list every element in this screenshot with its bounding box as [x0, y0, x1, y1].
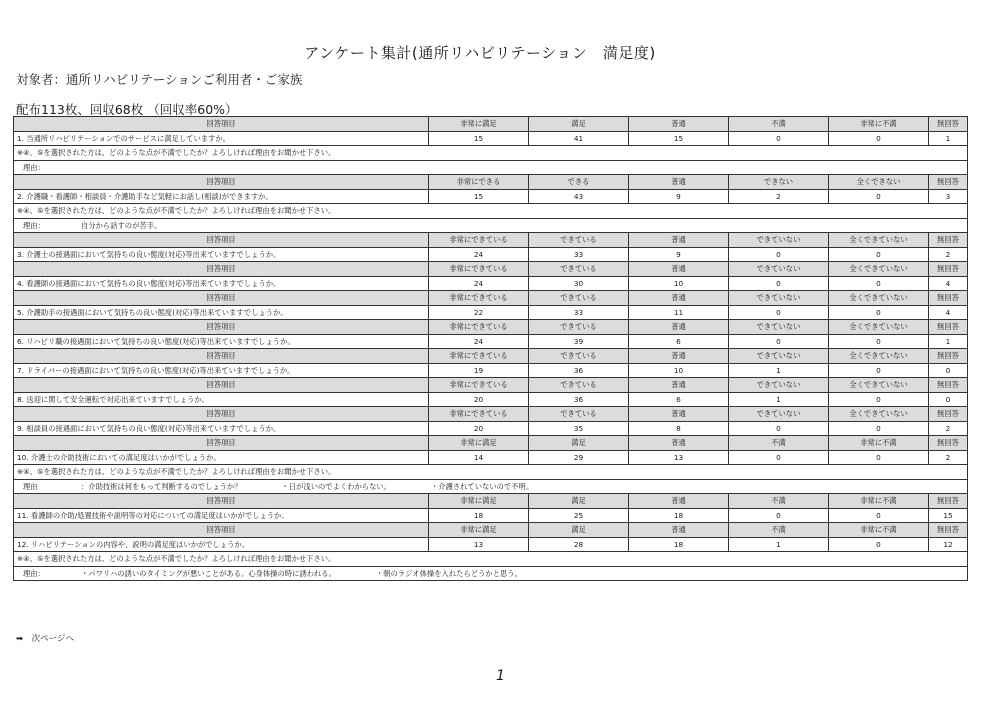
header-cell: 普通: [629, 117, 729, 132]
header-cell: できている: [529, 262, 629, 277]
reason-text: ・日が浅いのでよくわからない。: [281, 481, 391, 491]
answer-count: 15: [629, 131, 729, 146]
note-text: ※④、⑤を選択された方は、どのような点が不満でしたか？よろしければ理由をお聞かせ下さい。: [14, 204, 968, 219]
question-text: 2. 介護職・看護師・相談員・介護助手など気軽にお話し(相談)ができますか。: [14, 189, 429, 204]
header-cell: 全くできていない: [829, 378, 929, 393]
reason-label: 理由：: [23, 220, 45, 230]
answer-count: 13: [429, 537, 529, 552]
header-row: [14, 291, 968, 306]
reason-label: 理由：: [23, 568, 45, 578]
answer-count: 0: [729, 131, 829, 146]
answer-count: 41: [529, 131, 629, 146]
header-label: 回答項目: [14, 320, 429, 335]
answer-count: 9: [629, 247, 729, 262]
reason-label: 理由：: [23, 162, 45, 172]
header-label: 回答項目: [14, 494, 429, 509]
answer-count: 0: [829, 276, 929, 291]
reason-cell: [14, 218, 968, 233]
answer-count: 14: [429, 450, 529, 465]
header-row: [14, 175, 968, 190]
answer-count: 2: [729, 189, 829, 204]
reason-cell: [14, 566, 968, 581]
header-cell: 不満: [729, 117, 829, 132]
question-row: [14, 189, 968, 204]
header-cell: 不満: [729, 494, 829, 509]
header-cell: できる: [529, 175, 629, 190]
question-text: 11. 看護師の介助/処置技術や説明等の対応についての満足度はいかがでしょうか。: [14, 508, 429, 523]
header-cell: 普通: [629, 436, 729, 451]
header-cell: 普通: [629, 320, 729, 335]
answer-count: 0: [829, 305, 929, 320]
header-cell: 不満: [729, 523, 829, 538]
header-cell: 非常にできている: [429, 233, 529, 248]
answer-count: 0: [929, 392, 968, 407]
header-row: [14, 436, 968, 451]
header-cell: 満足: [529, 494, 629, 509]
answer-count: 20: [429, 392, 529, 407]
header-label: 回答項目: [14, 175, 429, 190]
header-cell: 非常に満足: [429, 523, 529, 538]
next-page-link: ➡ 次ページへ: [16, 634, 74, 644]
answer-count: 22: [429, 305, 529, 320]
question-row: [14, 363, 968, 378]
header-cell: 無回答: [929, 349, 968, 364]
header-cell: 無回答: [929, 117, 968, 132]
header-cell: 非常にできる: [429, 175, 529, 190]
header-cell: 全くできていない: [829, 233, 929, 248]
answer-count: 0: [829, 247, 929, 262]
reason-text: ・介護されていないので不明。: [430, 481, 534, 491]
header-cell: 全くできていない: [829, 407, 929, 422]
header-cell: 普通: [629, 494, 729, 509]
header-cell: できている: [529, 407, 629, 422]
question-text: 4. 看護師の接遇面において気持ちの良い態度(対応)等出来ていますでしょうか。: [14, 276, 429, 291]
answer-count: 36: [529, 363, 629, 378]
answer-count: 0: [829, 450, 929, 465]
note-text: ※④、⑤を選択された方は、どのような点が不満でしたか？よろしければ理由をお聞かせ下さい。: [14, 552, 968, 567]
question-text: 3. 介護士の接遇面において気持ちの良い態度(対応)等出来ていますでしょうか。: [14, 247, 429, 262]
header-cell: 満足: [529, 117, 629, 132]
answer-count: 13: [629, 450, 729, 465]
reason-cell: [14, 479, 968, 494]
header-label: 回答項目: [14, 233, 429, 248]
answer-count: 15: [929, 508, 968, 523]
answer-count: 0: [829, 189, 929, 204]
reason-text: ・パワリハの誘いのタイミングが悪いことがある。心身体操の時に誘われる。: [81, 568, 336, 578]
header-cell: 非常にできている: [429, 349, 529, 364]
header-row: [14, 494, 968, 509]
header-label: 回答項目: [14, 523, 429, 538]
reason-row: [14, 479, 968, 494]
header-cell: 無回答: [929, 291, 968, 306]
answer-count: 24: [429, 334, 529, 349]
header-label: 回答項目: [14, 291, 429, 306]
header-label: 回答項目: [14, 436, 429, 451]
header-cell: 無回答: [929, 262, 968, 277]
header-cell: 非常に満足: [429, 117, 529, 132]
survey-table: [13, 116, 968, 581]
header-cell: できている: [529, 349, 629, 364]
header-cell: 非常に満足: [429, 436, 529, 451]
reason-label: 理由: [23, 481, 38, 491]
answer-count: 2: [929, 247, 968, 262]
header-cell: 無回答: [929, 407, 968, 422]
header-cell: 無回答: [929, 233, 968, 248]
header-row: [14, 349, 968, 364]
answer-count: 15: [429, 131, 529, 146]
question-text: 7. ドライバーの接遇面において気持ちの良い態度(対応)等出来ていますでしょうか。: [14, 363, 429, 378]
header-cell: 無回答: [929, 378, 968, 393]
header-label: 回答項目: [14, 407, 429, 422]
page-number: 1: [496, 668, 505, 684]
header-row: [14, 233, 968, 248]
answer-count: 1: [929, 131, 968, 146]
answer-count: 35: [529, 421, 629, 436]
answer-count: 1: [729, 537, 829, 552]
answer-count: 0: [829, 537, 929, 552]
reason-text: ・朝のラジオ体操を入れたらどうかと思う。: [375, 568, 522, 578]
header-cell: 満足: [529, 523, 629, 538]
header-cell: できている: [529, 320, 629, 335]
reason-cell: [14, 160, 968, 175]
header-cell: 普通: [629, 523, 729, 538]
answer-count: 0: [829, 131, 929, 146]
answer-count: 6: [629, 392, 729, 407]
header-cell: 非常に満足: [429, 494, 529, 509]
distribution-line: 配布113枚、回収68枚 （回収率60%）: [16, 102, 238, 117]
header-cell: できていない: [729, 378, 829, 393]
header-cell: 不満: [729, 436, 829, 451]
header-cell: 普通: [629, 378, 729, 393]
answer-count: 12: [929, 537, 968, 552]
answer-count: 0: [829, 363, 929, 378]
answer-count: 10: [629, 276, 729, 291]
header-cell: 無回答: [929, 320, 968, 335]
answer-count: 18: [629, 508, 729, 523]
header-cell: できている: [529, 233, 629, 248]
answer-count: 33: [529, 247, 629, 262]
reason-text: ：介助技術は何をもって判断するのでしょうか？: [81, 481, 242, 491]
header-cell: 非常に不満: [829, 523, 929, 538]
answer-count: 4: [929, 276, 968, 291]
header-cell: 無回答: [929, 523, 968, 538]
header-row: [14, 407, 968, 422]
question-text: 10. 介護士の介助技術においての満足度はいかがでしょうか。: [14, 450, 429, 465]
header-cell: 普通: [629, 291, 729, 306]
header-cell: 非常にできている: [429, 262, 529, 277]
answer-count: 1: [729, 392, 829, 407]
answer-count: 0: [729, 276, 829, 291]
answer-count: 30: [529, 276, 629, 291]
answer-count: 11: [629, 305, 729, 320]
answer-count: 0: [829, 508, 929, 523]
header-row: [14, 523, 968, 538]
header-cell: 非常にできている: [429, 378, 529, 393]
question-text: 5. 介護助手の接遇面において気持ちの良い態度(対応)等出来ていますでしょうか。: [14, 305, 429, 320]
header-cell: できていない: [729, 262, 829, 277]
answer-count: 0: [729, 508, 829, 523]
answer-count: 18: [429, 508, 529, 523]
question-row: [14, 334, 968, 349]
header-cell: 普通: [629, 175, 729, 190]
question-text: 8. 送迎に関して安全運転で対応出来ていますでしょうか。: [14, 392, 429, 407]
question-row: [14, 421, 968, 436]
header-cell: 非常にできている: [429, 291, 529, 306]
question-row: [14, 508, 968, 523]
header-cell: 普通: [629, 233, 729, 248]
question-text: 12. リハビリテーションの内容や、説明の満足度はいかがでしょうか。: [14, 537, 429, 552]
answer-count: 33: [529, 305, 629, 320]
question-row: [14, 305, 968, 320]
header-cell: できない: [729, 175, 829, 190]
header-cell: 非常に不満: [829, 117, 929, 132]
answer-count: 0: [729, 247, 829, 262]
header-row: [14, 117, 968, 132]
answer-count: 0: [829, 392, 929, 407]
note-text: ※④、⑤を選択された方は、どのような点が不満でしたか？よろしければ理由をお聞かせ下さい。: [14, 146, 968, 161]
header-cell: 非常にできている: [429, 407, 529, 422]
header-row: [14, 262, 968, 277]
reason-text: 自分から話すのが苦手。: [81, 220, 162, 230]
reason-row: [14, 218, 968, 233]
header-cell: 普通: [629, 349, 729, 364]
header-cell: 全くできていない: [829, 291, 929, 306]
question-text: 9. 相談員の接遇面において気持ちの良い態度(対応)等出来ていますでしょうか。: [14, 421, 429, 436]
answer-count: 15: [429, 189, 529, 204]
header-cell: 無回答: [929, 175, 968, 190]
target-line: 対象者：通所リハビリテーションご利用者・ご家族: [16, 72, 303, 87]
note-text: ※④、⑤を選択された方は、どのような点が不満でしたか？よろしければ理由をお聞かせ下さい。: [14, 465, 968, 480]
answer-count: 0: [729, 450, 829, 465]
answer-count: 0: [829, 421, 929, 436]
header-label: 回答項目: [14, 349, 429, 364]
page-title: アンケート集計(通所リハビリテーション 満足度): [304, 44, 656, 62]
answer-count: 39: [529, 334, 629, 349]
answer-count: 4: [929, 305, 968, 320]
header-cell: 非常にできている: [429, 320, 529, 335]
header-cell: 無回答: [929, 436, 968, 451]
header-cell: できていない: [729, 291, 829, 306]
note-row: [14, 146, 968, 161]
answer-count: 28: [529, 537, 629, 552]
header-cell: 全くできていない: [829, 262, 929, 277]
answer-count: 36: [529, 392, 629, 407]
reason-row: [14, 566, 968, 581]
answer-count: 24: [429, 247, 529, 262]
header-cell: できている: [529, 291, 629, 306]
answer-count: 25: [529, 508, 629, 523]
answer-count: 2: [929, 450, 968, 465]
header-row: [14, 378, 968, 393]
header-cell: できていない: [729, 233, 829, 248]
question-row: [14, 392, 968, 407]
header-cell: できていない: [729, 320, 829, 335]
answer-count: 0: [729, 421, 829, 436]
answer-count: 19: [429, 363, 529, 378]
answer-count: 8: [629, 421, 729, 436]
answer-count: 24: [429, 276, 529, 291]
header-label: 回答項目: [14, 117, 429, 132]
header-cell: 非常に不満: [829, 436, 929, 451]
header-cell: 普通: [629, 407, 729, 422]
answer-count: 0: [729, 334, 829, 349]
header-cell: 全くできていない: [829, 320, 929, 335]
answer-count: 18: [629, 537, 729, 552]
answer-count: 0: [729, 305, 829, 320]
answer-count: 9: [629, 189, 729, 204]
note-row: [14, 204, 968, 219]
header-cell: 全くできていない: [829, 349, 929, 364]
note-row: [14, 465, 968, 480]
header-cell: 普通: [629, 262, 729, 277]
header-cell: 非常に不満: [829, 494, 929, 509]
question-row: [14, 450, 968, 465]
answer-count: 0: [929, 363, 968, 378]
question-row: [14, 131, 968, 146]
answer-count: 0: [829, 334, 929, 349]
answer-count: 43: [529, 189, 629, 204]
answer-count: 10: [629, 363, 729, 378]
header-cell: 全くできない: [829, 175, 929, 190]
question-row: [14, 247, 968, 262]
question-text: 6. リハビリ職の接遇面において気持ちの良い態度(対応)等出来ていますでしょうか。: [14, 334, 429, 349]
question-row: [14, 537, 968, 552]
question-text: 1. 当通所リハビリテーションでのサービスに満足していますか。: [14, 131, 429, 146]
reason-row: [14, 160, 968, 175]
question-row: [14, 276, 968, 291]
note-row: [14, 552, 968, 567]
header-cell: 満足: [529, 436, 629, 451]
header-row: [14, 320, 968, 335]
answer-count: 3: [929, 189, 968, 204]
header-cell: できていない: [729, 407, 829, 422]
header-cell: できている: [529, 378, 629, 393]
answer-count: 1: [729, 363, 829, 378]
header-cell: 無回答: [929, 494, 968, 509]
header-cell: できていない: [729, 349, 829, 364]
answer-count: 20: [429, 421, 529, 436]
answer-count: 6: [629, 334, 729, 349]
answer-count: 1: [929, 334, 968, 349]
header-label: 回答項目: [14, 262, 429, 277]
answer-count: 29: [529, 450, 629, 465]
header-label: 回答項目: [14, 378, 429, 393]
answer-count: 2: [929, 421, 968, 436]
